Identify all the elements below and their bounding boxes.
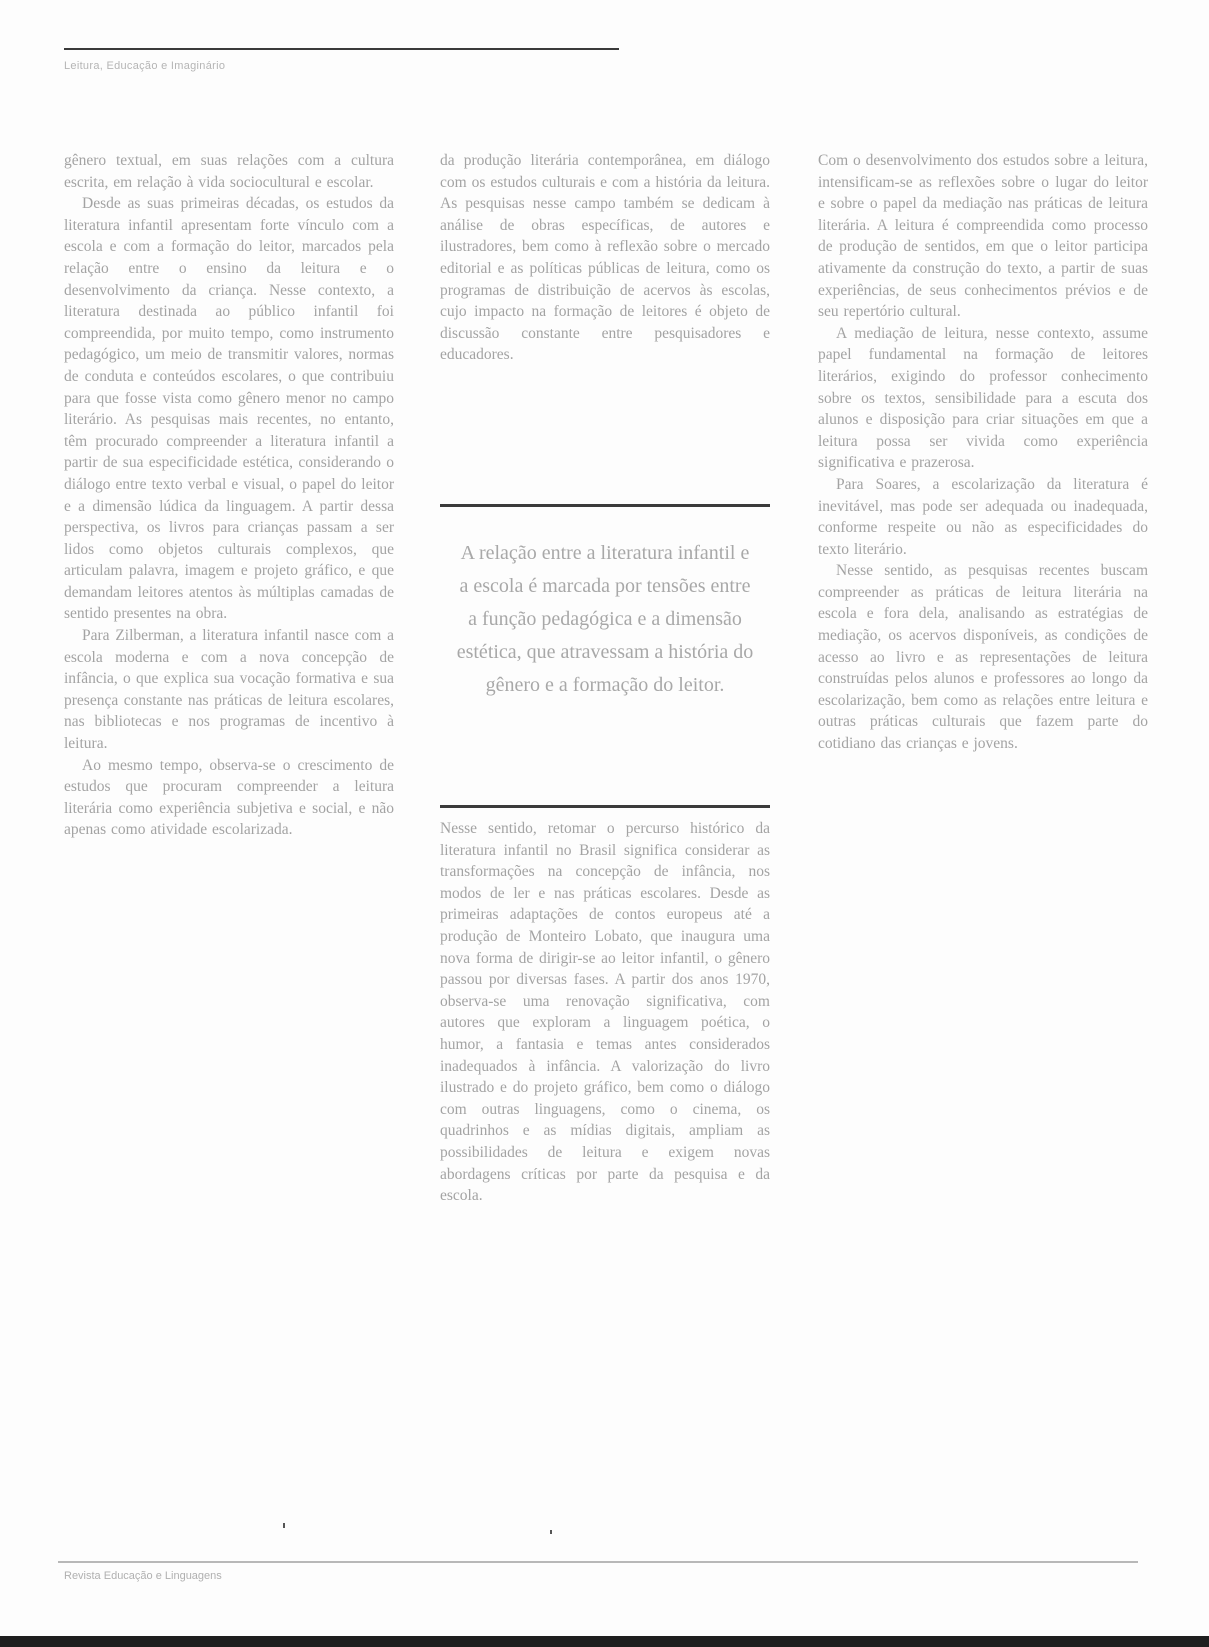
text-column-3 [818,150,1148,755]
paragraph: gênero textual, em suas relações com a cultura escrita, em relação à vida sociocultural e escolar. [64,152,394,191]
paragraph: da produção literária contemporânea, em diálogo com os estudos culturais e com a história da leitura. As pesquisas nesse campo também se dedicam à análise de obras específicas, de autores e ilustradores, bem como à reflexão sobre o mercado editorial e as políticas públicas de leitura, como os programas de distribuição de acervos às escolas, cujo impacto na formação de leitores é objeto de discussão constante entre pesquisadores e educadores. [440,152,770,364]
paragraph: Ao mesmo tempo, observa-se o crescimento de estudos que procuram compreender a leitura literária como experiência subjetiva e social, e não apenas como atividade escolarizada. [64,756,394,839]
pull-quote [440,504,770,808]
paragraph: A mediação de leitura, nesse contexto, assume papel fundamental na formação de leitores literários, exigindo do professor conhecimento sobre os textos, sensibilidade para a escuta dos alunos e disposição para criar situações em que a leitura possa ser vivida como experiência significativa e prazerosa. [818,324,1148,472]
text-column-2-lower [440,818,770,1207]
running-head: Leitura, Educação e Imaginário [64,60,226,72]
paragraph: Com o desenvolvimento dos estudos sobre a leitura, intensificam-se as reflexões sobre o lugar do leitor e sobre o papel da mediação nas práticas de leitura literária. A leitura é compreendida como processo de produção de sentidos, em que o leitor participa ativamente da construção do texto, a partir de suas experiências, de seus conhecimentos prévios e de seu repertório cultural. [818,152,1148,321]
scan-speck [283,1523,285,1528]
scan-edge-bar [0,1636,1209,1647]
text-column-1 [64,150,394,841]
paragraph: Desde as suas primeiras décadas, os estudos da literatura infantil apresentam forte vínculo com a escola e com a formação do leitor, marcados pela relação entre o ensino da leitura e o desenvolvimento da criança. Nesse contexto, a literatura destinada ao público infantil foi compreendida, por muito tempo, como instrumento pedagógico, um meio de transmitir valores, normas de conduta e conteúdos escolares, o que contribuiu para que fosse vista como gênero menor no campo literário. As pesquisas mais recentes, no entanto, têm procurado compreender a literatura infantil a partir de sua especificidade estética, considerando o diálogo entre texto verbal e visual, o papel do leitor e a dimensão lúdica da linguagem. A partir dessa perspectiva, os livros para crianças passam a ser lidos como objetos culturais complexos, que articulam palavra, imagem e projeto gráfico, e que demandam leitores atentos às múltiplas camadas de sentido presentes na obra. [64,195,394,623]
paragraph: Para Zilberman, a literatura infantil nasce com a escola moderna e com a nova concepção de infância, o que explica sua vocação formativa e sua presença constante nas práticas de leitura escolares, nas bibliotecas e nos programas de incentivo à leitura. [64,627,394,753]
pull-quote-text: A relação entre a literatura infantil e a escola é marcada por tensões entre a função pedagógica e a dimensão estética, que atravessam a história do gênero e a formação do leitor. [456,542,754,696]
text-column-2 [440,150,770,484]
scan-speck [550,1530,552,1534]
header-rule [64,48,619,50]
paragraph: Para Soares, a escolarização da literatura é inevitável, mas pode ser adequada ou inadequada, conforme respeite ou não as especificidades do texto literário. [818,475,1148,558]
footer-text: Revista Educação e Linguagens [64,1570,222,1582]
column-2-upper [440,150,770,484]
paragraph: Nesse sentido, retomar o percurso histórico da literatura infantil no Brasil significa considerar as transformações na concepção de infância, nos modos de ler e nas práticas escolares. Desde as primeiras adaptações de contos europeus até a produção de Monteiro Lobato, que inaugura uma nova forma de dirigir-se ao leitor infantil, o gênero passou por diversas fases. A partir dos anos 1970, observa-se uma renovação significativa, com autores que exploram a linguagem poética, o humor, a fantasia e temas antes considerados inadequados à infância. A valorização do livro ilustrado e do projeto gráfico, bem como o diálogo com outras linguagens, como o cinema, os quadrinhos e as mídias digitais, ampliam as possibilidades de leitura e exigem novas abordagens críticas por parte da pesquisa e da escola. [440,820,770,1205]
footer-rule [58,1561,1138,1563]
paragraph: Nesse sentido, as pesquisas recentes buscam compreender as práticas de leitura literária na escola e fora dela, analisando as estratégias de mediação, os acervos disponíveis, as condições de acesso ao livro e as representações de leitura construídas pelos alunos e professores ao longo da escolarização, bem como as relações entre leitura e outras práticas culturais que fazem parte do cotidiano das crianças e jovens. [818,562,1148,753]
